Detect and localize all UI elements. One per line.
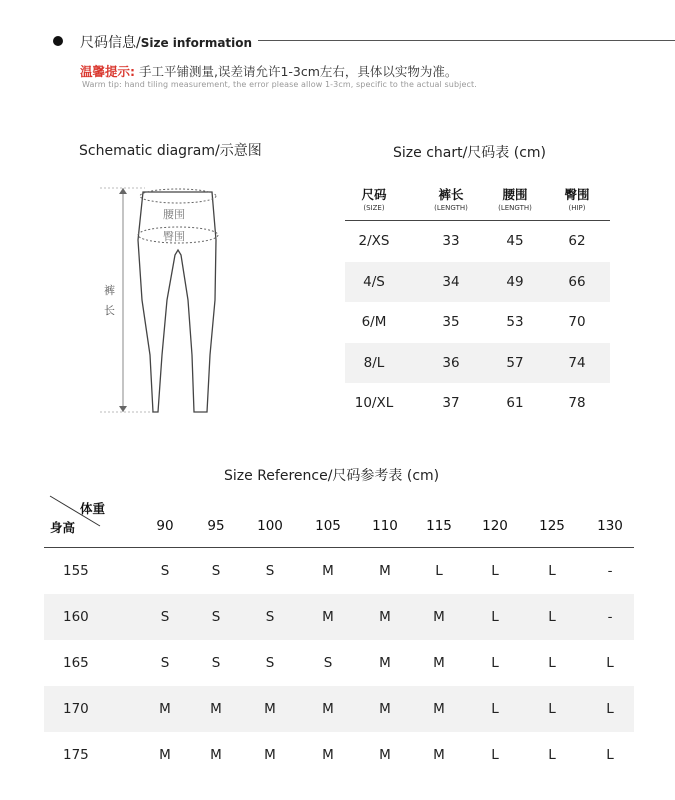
size-chart-col-size: 尺码 (SIZE) xyxy=(361,187,387,212)
size-chart-cell: 34 xyxy=(442,273,460,290)
weight-header-cell: 105 xyxy=(315,518,341,534)
size-reference-cell: S xyxy=(160,563,170,579)
height-row-label: 160 xyxy=(63,609,89,625)
size-chart-col-waist: 腰围 (LENGTH) xyxy=(498,187,532,212)
height-axis-label: 身高 xyxy=(50,520,76,535)
size-chart-cell: 61 xyxy=(506,395,524,411)
size-reference-cell: L xyxy=(491,701,499,717)
size-chart-cell: 62 xyxy=(568,233,586,249)
length-arrow-top-icon xyxy=(119,188,127,194)
warm-tip-english: Warm tip: hand tiling measurement, the error please allow 1-3cm, specific to the actual subject. xyxy=(82,80,477,89)
hip-label: 臀围 xyxy=(163,230,185,243)
warm-tip xyxy=(80,62,457,80)
size-reference-cell: M xyxy=(264,701,276,717)
size-reference-cell: L xyxy=(491,563,499,579)
height-row-label: 155 xyxy=(63,563,89,579)
size-reference-cell: S xyxy=(211,609,221,625)
size-reference-cell: M xyxy=(379,655,391,671)
size-reference-body xyxy=(44,548,634,778)
size-reference-cell: S xyxy=(160,655,170,671)
size-reference-cell: M xyxy=(379,609,391,625)
height-row-label: 170 xyxy=(63,701,89,717)
size-chart-cell: 53 xyxy=(506,314,524,330)
size-reference-cell: L xyxy=(548,701,556,717)
size-reference-row xyxy=(44,640,634,686)
size-chart-col-length: 裤长 (LENGTH) xyxy=(434,187,468,212)
size-reference-row xyxy=(44,594,634,640)
size-chart-cell: 45 xyxy=(506,233,524,249)
size-reference-cell: - xyxy=(607,563,613,579)
size-reference-cell: S xyxy=(323,655,333,671)
size-reference-cell: S xyxy=(265,655,275,671)
weight-header-cell: 100 xyxy=(257,518,283,534)
size-reference-cell: M xyxy=(379,701,391,717)
size-reference-cell: L xyxy=(606,747,614,763)
length-label-1: 裤 xyxy=(104,284,115,297)
size-reference-cell: L xyxy=(548,563,556,579)
size-chart-cell: 66 xyxy=(568,273,586,290)
warm-tip-text: 手工平铺测量,误差请允许1-3cm左右，具体以实物为准。 xyxy=(135,64,458,79)
size-reference-cell: L xyxy=(491,655,499,671)
schematic-title: Schematic diagram/示意图 xyxy=(79,143,262,159)
size-chart-cell: 33 xyxy=(442,233,460,249)
size-reference-cell: M xyxy=(322,563,334,579)
weight-header-cell: 115 xyxy=(426,518,452,534)
length-arrow-bottom-icon xyxy=(119,406,127,412)
size-reference-cell: L xyxy=(606,701,614,717)
size-reference-cell: M xyxy=(159,747,171,763)
size-reference-cell: L xyxy=(491,609,499,625)
size-reference-row xyxy=(44,548,634,594)
size-reference-cell: L xyxy=(491,747,499,763)
warm-tip-label: 温馨提示: xyxy=(80,64,135,79)
size-reference-cell: M xyxy=(210,701,222,717)
size-chart-row xyxy=(345,343,610,384)
size-chart-cell: 37 xyxy=(442,395,460,411)
size-chart-body xyxy=(345,221,610,424)
header-title-cn: 尺码信息/ xyxy=(80,35,141,51)
size-reference-cell: L xyxy=(548,747,556,763)
size-reference-cell: M xyxy=(264,747,276,763)
weight-header-cell: 90 xyxy=(156,518,174,534)
length-label-2: 长 xyxy=(104,304,115,317)
size-chart-cell: 36 xyxy=(442,354,460,371)
waist-ellipse xyxy=(140,189,216,203)
leggings-schematic xyxy=(95,180,235,420)
bullet-dot xyxy=(53,36,63,46)
section-header-title xyxy=(80,32,252,52)
size-chart-cell: 2/XS xyxy=(358,233,390,249)
size-chart-table xyxy=(345,185,610,424)
size-reference-cell: M xyxy=(433,701,445,717)
height-row-label: 165 xyxy=(63,655,89,671)
size-chart-cell: 57 xyxy=(506,354,524,371)
weight-header-cell: 95 xyxy=(207,518,225,534)
weight-header-cell: 110 xyxy=(372,518,398,534)
waist-label: 腰围 xyxy=(163,208,185,221)
size-reference-cell: L xyxy=(548,609,556,625)
size-chart-cell: 70 xyxy=(568,314,586,330)
size-reference-cell: S xyxy=(265,609,275,625)
size-reference-cell: M xyxy=(433,609,445,625)
weight-header-cell: 125 xyxy=(539,518,565,534)
size-chart-row xyxy=(345,383,610,424)
size-reference-row xyxy=(44,732,634,778)
size-reference-cell: M xyxy=(159,701,171,717)
size-chart-col-hip: 臀围 (HIP) xyxy=(564,187,590,212)
size-reference-title: Size Reference/尺码参考表 (cm) xyxy=(224,468,440,484)
size-chart-cell: 10/XL xyxy=(354,395,394,411)
size-reference-cell: S xyxy=(265,563,275,579)
size-reference-cell: - xyxy=(607,609,613,625)
size-reference-cell: M xyxy=(210,747,222,763)
size-reference-cell: S xyxy=(160,609,170,625)
size-chart-cell: 78 xyxy=(568,395,586,411)
size-reference-cell: L xyxy=(606,655,614,671)
size-chart-cell: 4/S xyxy=(363,273,385,290)
size-reference-cell: L xyxy=(548,655,556,671)
weight-header-cell: 130 xyxy=(597,518,623,534)
size-chart-row xyxy=(345,262,610,303)
header-divider xyxy=(258,40,675,41)
size-chart-cell: 49 xyxy=(506,273,524,290)
size-reference-cell: M xyxy=(322,701,334,717)
size-reference-table xyxy=(44,492,634,778)
size-chart-cell: 74 xyxy=(568,354,586,371)
size-reference-header xyxy=(44,492,634,548)
size-reference-cell: M xyxy=(433,747,445,763)
leggings-outline xyxy=(138,192,216,412)
weight-axis-label: 体重 xyxy=(80,501,106,516)
size-reference-cell: M xyxy=(322,747,334,763)
size-reference-cell: M xyxy=(433,655,445,671)
size-reference-cell: S xyxy=(211,563,221,579)
size-reference-cell: L xyxy=(435,563,443,579)
size-chart-cell: 8/L xyxy=(363,354,385,371)
size-chart-cell: 35 xyxy=(442,314,460,330)
size-chart-cell: 6/M xyxy=(361,314,387,330)
size-chart-header xyxy=(345,185,610,221)
size-chart-row xyxy=(345,221,610,262)
size-reference-cell: S xyxy=(211,655,221,671)
size-reference-cell: M xyxy=(379,563,391,579)
size-reference-row xyxy=(44,686,634,732)
size-reference-cell: M xyxy=(322,609,334,625)
height-row-label: 175 xyxy=(63,747,89,763)
weight-header-cell: 120 xyxy=(482,518,508,534)
size-chart-title: Size chart/尺码表 (cm) xyxy=(393,145,547,161)
size-reference-cell: M xyxy=(379,747,391,763)
header-title-en: Size information xyxy=(140,36,253,50)
size-chart-row xyxy=(345,302,610,343)
